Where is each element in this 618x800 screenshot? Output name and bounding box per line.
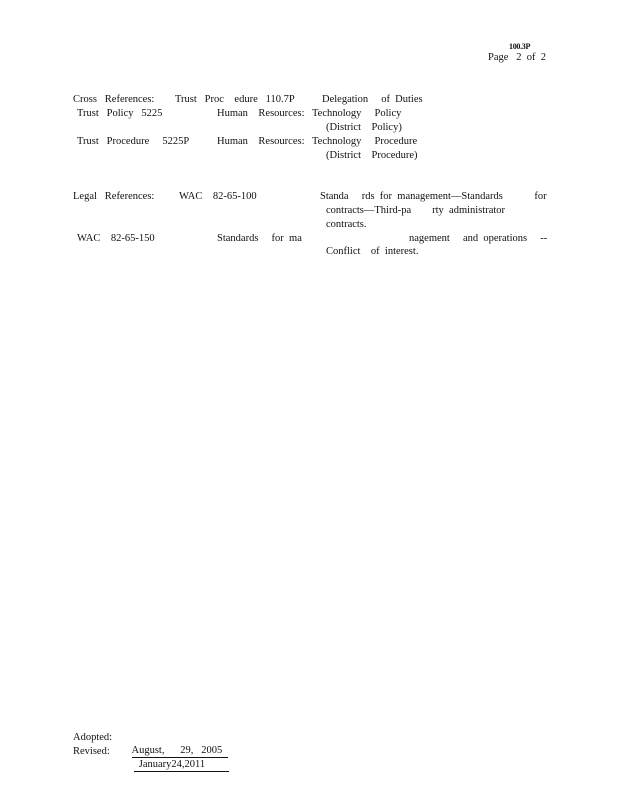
cross-ref-3-title-line2: (District Procedure): [326, 150, 418, 161]
adopted-label: Adopted:: [73, 732, 113, 743]
cross-ref-2-title-line2: (District Policy): [326, 122, 402, 133]
legal-ref-2-ref: WAC 82-65-150: [77, 233, 155, 244]
cross-ref-2-category: Human Resources:: [217, 108, 305, 119]
legal-ref-1-title-line2: contracts—Third-pa rty administrator: [326, 205, 506, 216]
legal-ref-1-title-line3: contracts.: [326, 219, 367, 230]
legal-ref-2-title-part-a: Standards for ma: [217, 233, 302, 244]
revised-date: [123, 745, 232, 785]
cross-ref-3-category: Human Resources:: [217, 136, 305, 147]
legal-ref-2-title-part-b: nagement and operations --: [409, 233, 548, 244]
cross-ref-2-ref: Trust Policy 5225: [77, 108, 163, 119]
legal-references-label: Legal References:: [73, 191, 155, 202]
cross-references-label: Cross References:: [73, 94, 155, 105]
document-number: 100.3P: [509, 42, 531, 51]
cross-ref-1-ref: Trust Proc edure 110.7P: [175, 94, 295, 105]
cross-ref-3-ref: Trust Procedure 5225P: [77, 136, 190, 147]
legal-ref-1-ref: WAC 82-65-100: [179, 191, 257, 202]
cross-ref-3-title-line1: Technology Procedure: [312, 136, 418, 147]
revised-date-value: January24,2011: [133, 759, 232, 770]
page-indicator: Page 2 of 2: [488, 52, 547, 63]
cross-ref-1-title: Delegation of Duties: [322, 94, 423, 105]
legal-ref-2-title-line2: Conflict of interest.: [326, 246, 419, 257]
adopted-date-value: August, 29, 2005: [131, 745, 231, 756]
cross-ref-2-title-line1: Technology Policy: [312, 108, 402, 119]
revised-label: Revised:: [73, 746, 110, 757]
legal-ref-1-title-line1: Standa rds for management—Standards for: [320, 191, 547, 202]
